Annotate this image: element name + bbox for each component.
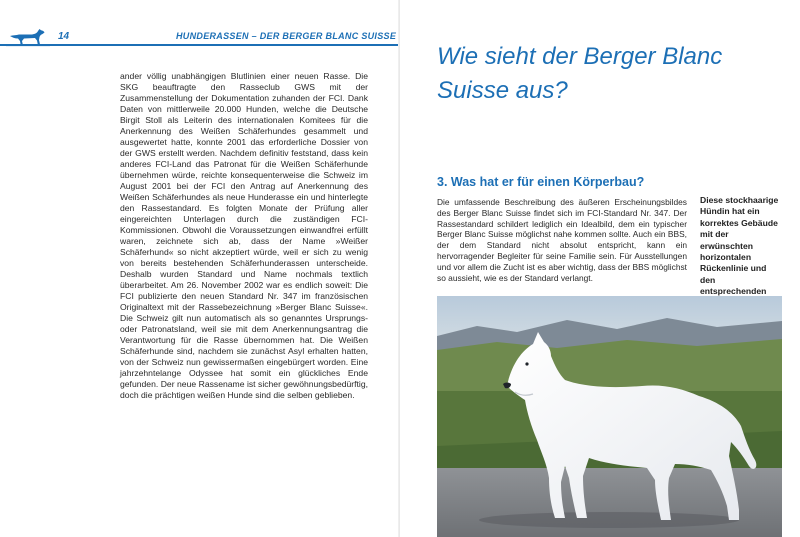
page-number: 14 [58,31,70,42]
section-text: Die umfassende Beschreibung des äußeren Erscheinungsbildes des Berger Blanc Suisse findet sich im FCI-Standard Nr. 347. Der Rassestandard schildert lediglich ein Idealbild, dem ein typischer Berger Blanc Suisse möglichst nahe kommen sollte. Auch ein BBS, der dem Standard nicht absolut entspricht, kann ein hervorragender Begleiter für seine Familie sein. Für Ausstellungen und vor allem die Zucht ist es aber wichtig, dass der BBS möglichst so aussieht, wie es der Standard verlangt. [437,197,687,283]
running-header: HUNDERASSEN – DER BERGER BLANC SUISSE [176,31,397,41]
body-text: ander völlig unabhängigen Blutlinien einer neuen Rasse. Die SKG beauftragte den Rasseclub GWS mit der Zusammenstellung der Dokumentation zuhanden der FCI. Dank Daten von mittlerweile 20.000 Hunden, welche die Deutsche Birgit Stoll als Leiterin des internationalen Komitees für die Anerkennung des Weißen Schäferhundes gesammelt und ausgewertet hatte, konnte 2001 das erforderliche Dossier von der GWS erstellt werden. Nachdem definitiv feststand, dass kein anderes FCI-Land das Patronat für die Weißen Schäferhunde übernehmen würde, reichte konsequenterweise die Schweiz im August 2001 bei der FCI den Antrag auf Anerkennung des Weißen Schäferhundes als neue Hunderasse ein und hinterlegte den Rassestandard. Es folgten Monate der Prüfung aller eingereichten Unterlagen durch die zuständigen FCI-Kommissionen. Obwohl die Voraussetzungen einwandfrei erfüllt waren, zeichnete sich ab, dass der Name »Weißer Schäferhund« so nicht akzeptiert würde, weil er sich zu wenig von bereits bestehenden Schäferhunderassen unterscheide. Deshalb wurden Standard und Name nochmals textlich überarbeitet. Am 26. November 2002 war es endlich soweit: Die FCI publizierte den neuen Standard Nr. 347 im französischen Originaltext mit der Rassebezeichnung »Berger Blanc Suisse«. Die Schweiz gilt nun automatisch als so genanntes Ursprungs- oder Patronatsland, weil sie mit dem Anerkennungsantrag die Verantwortung für die Rasse übernommen hat. Die Weißen Schäferhunde sind, nachdem sie zunächst Asyl erhalten hatten, von der Schweiz nun gewissermaßen eingebürgert worden. Eine jahrzehntelange Odyssee hat somit ein glückliches Ende gefunden. Der neue Rassename ist sicher gewöhnungsbedürftig, doch die prächtigen weißen Hunde sind die selben geblieben. [120,71,368,400]
header-rule [0,44,398,46]
chapter-title: Wie sieht der Berger Blanc Suisse aus? [437,43,723,104]
dog-photo [437,296,782,537]
white-shepherd-illustration [437,296,782,537]
section-heading: 3. Was hat er für einen Körperbau? [437,175,645,189]
photo-caption: Diese stockhaarige Hündin hat ein korrektes Gebäude mit der erwünschten horizontalen Rückenlinie und den entsprechenden [700,195,779,297]
